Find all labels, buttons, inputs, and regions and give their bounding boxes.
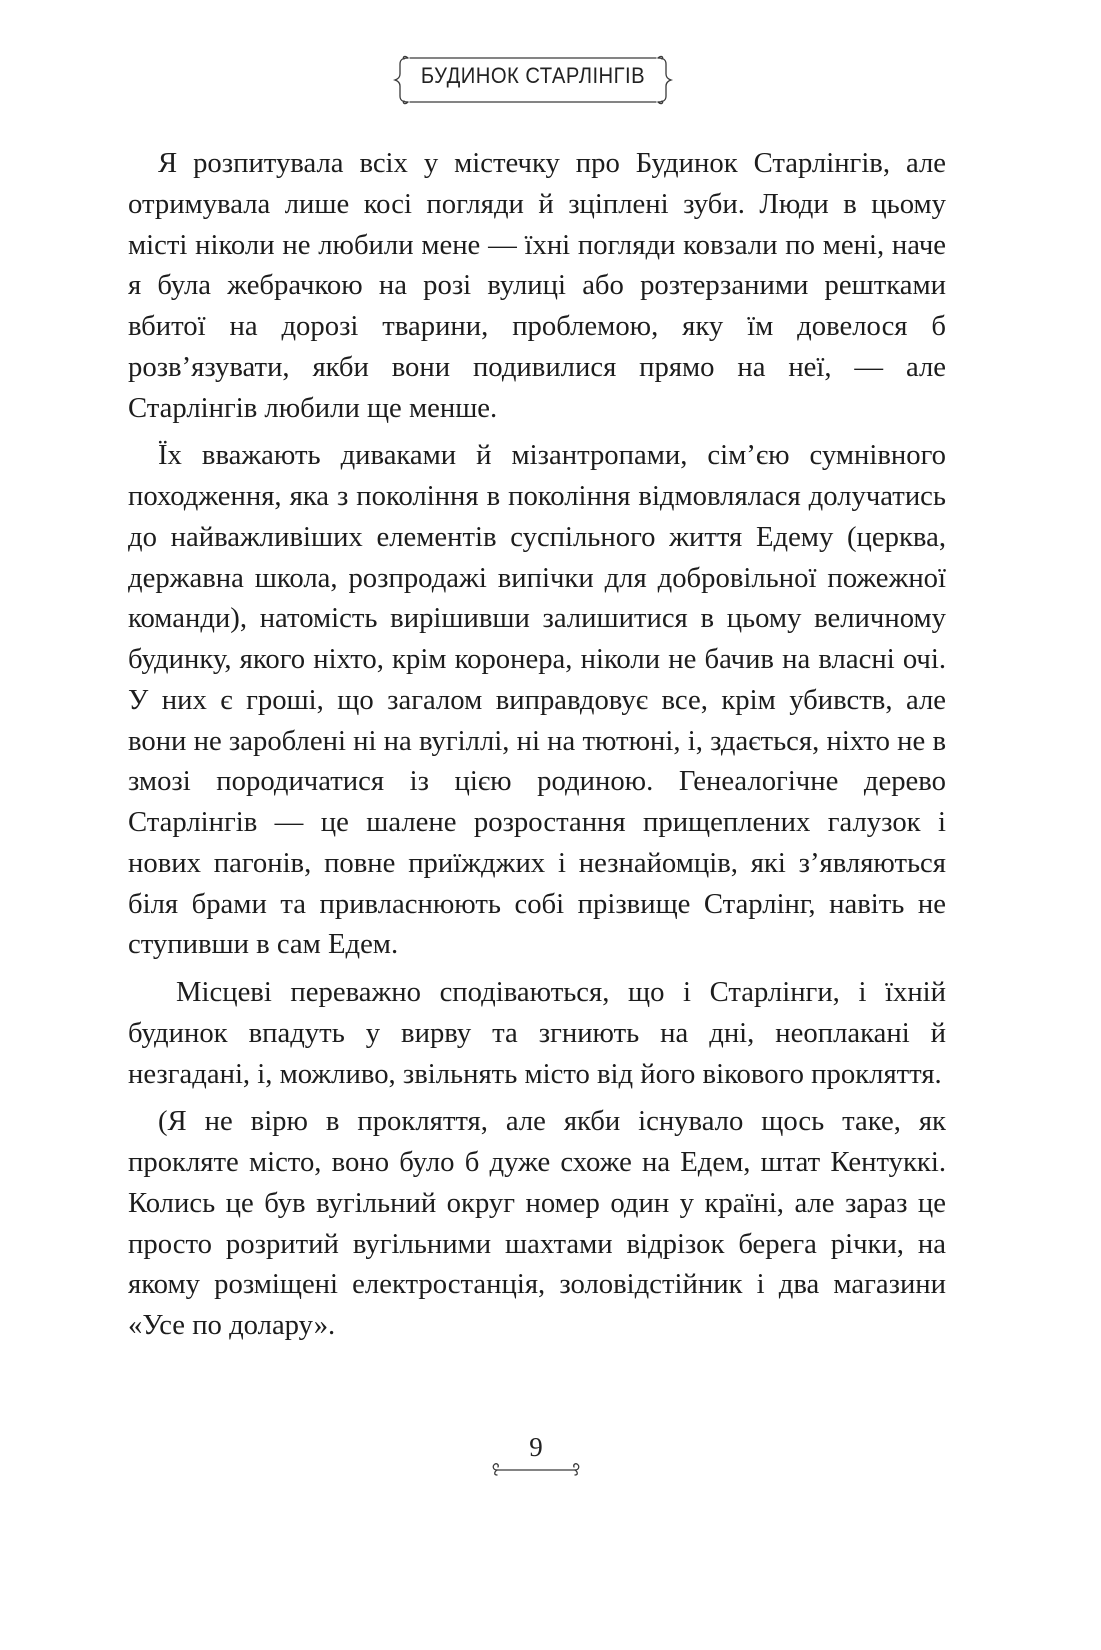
paragraph: Я розпитувала всіх у містечку про Будинок Старлінгів, але отримувала лише косі погляди й зціплені зуби. Люди в цьому місті ніколи не любили мене — їхні погляди ковзали по мені, наче я була жебрачкою на розі вулиці або розтерзаними рештками вбитої на дорозі тварини, проблемою, яку їм довелося б розв’язувати, якби вони подивилися прямо на неї, — але Старлінгів любили ще менше.	[128, 147, 946, 424]
page-number: 9	[529, 1432, 543, 1462]
body-text	[128, 143, 946, 1346]
folio-ornament	[489, 1458, 583, 1480]
paragraph: Їх вважають диваками й мізантропами, сім’єю сумнівного походження, яка з покоління в покоління відмовлялася долучатись до найважливіших елементів суспільного життя Едему (церква, державна школа, розпродажі випічки для добровільної пожежної команди), натомість вирішивши залишитися в цьому величному будинку, якого ніхто, крім коронера, ніколи не бачив на власні очі. У них є гроші, що загалом виправдовує все, крім убивств, але вони не зароблені ні на вугіллі, ні на тютюні, і, здається, ніхто не в змозі породичатися із цією родиною. Генеалогічне дерево Старлінгів — це шалене розростання прищеплених галузок і нових пагонів, повне приїжджих і незнайомців, які з’являються біля брами та привласнюють собі прізвище Старлінг, навіть не ступивши в сам Едем.	[128, 439, 946, 961]
paragraph: Місцеві переважно сподіваються, що і Старлінги, і їхній будинок впадуть у вирву та згниють на дні, неоплакані й незгадані, і, можливо, звільнять місто від його вікового прокляття.	[128, 976, 946, 1090]
page-folio	[489, 1432, 583, 1482]
running-header-title: БУДИНОК СТАРЛІНГІВ	[420, 63, 646, 88]
running-header	[386, 52, 680, 108]
paragraph: (Я не вірю в прокляття, але якби існувало щось таке, як прокляте місто, воно було б дуже схоже на Едем, штат Кентуккі. Колись це був вугільний округ номер один у країні, але зараз це просто розритий вугільними шахтами відрізок берега річки, на якому розміщені електростанція, золовідстійник і два магазини «Усе по долару».	[128, 1105, 946, 1341]
